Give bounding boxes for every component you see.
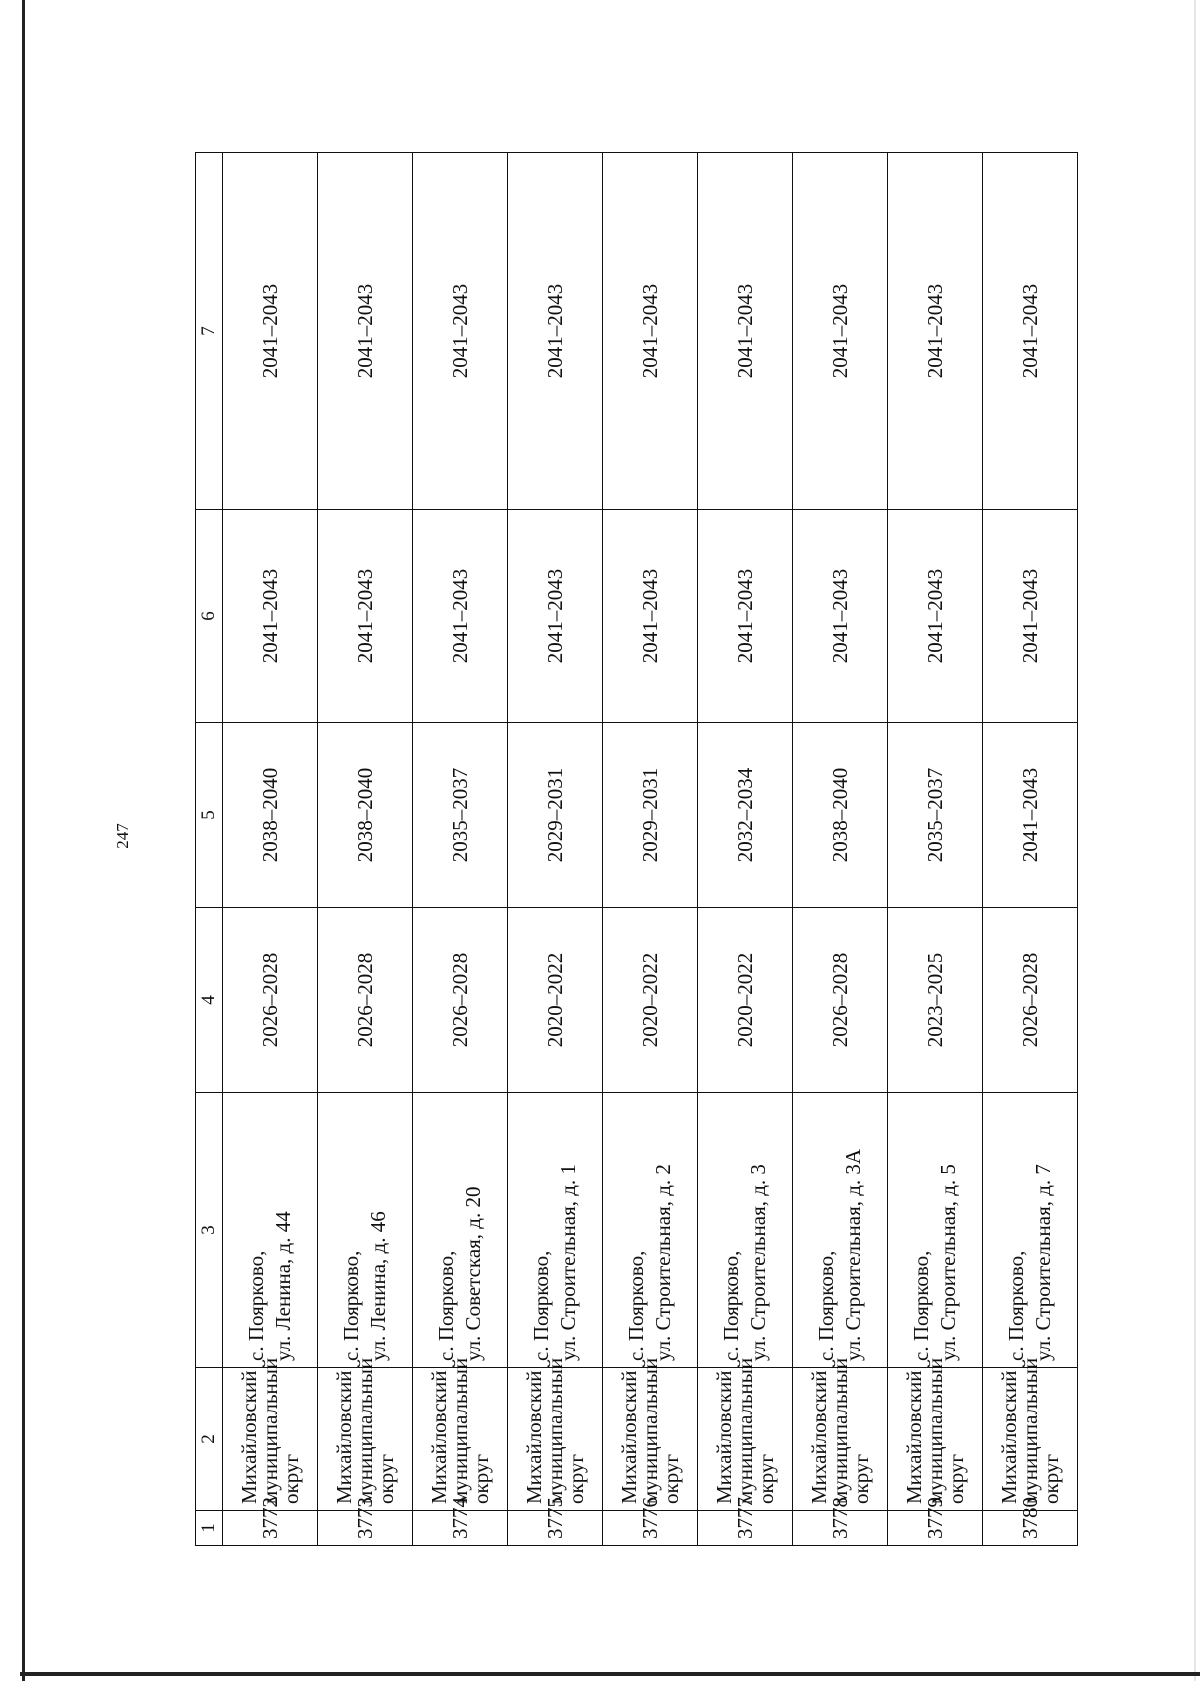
address-line: ул. Строительная, д. 7 (1031, 1164, 1055, 1361)
period-cell-c7: 2041–2043 (603, 153, 698, 510)
table-row (698, 153, 793, 1546)
row-number-cell: 3779 (888, 1511, 983, 1546)
period-cell-c5: 2029–2031 (603, 723, 698, 908)
header-cell: 3 (196, 1093, 223, 1368)
period-cell-c4: 2026–2028 (223, 908, 318, 1093)
header-row (196, 153, 223, 1546)
period-cell-c5: 2038–2040 (223, 723, 318, 908)
row-number-cell: 3774 (413, 1511, 508, 1546)
district-line: Михайловский (521, 1370, 546, 1504)
district-cell (603, 1357, 698, 1511)
district-line: муниципальный (542, 1357, 567, 1504)
period-cell-c7: 2041–2043 (318, 153, 413, 510)
district-line: Михайловский (901, 1370, 926, 1504)
address-line: ул. Строительная, д. 3 (746, 1164, 770, 1361)
period-cell-c6: 2041–2043 (698, 510, 793, 723)
page-number: 247 (113, 823, 132, 849)
address-cell (508, 1093, 603, 1368)
period-cell-c4: 2023–2025 (888, 908, 983, 1093)
district-line: округ (753, 1453, 778, 1504)
district-cell (223, 1357, 318, 1511)
scan-right-edge (1194, 0, 1196, 1681)
row-number-cell: 3773 (318, 1511, 413, 1546)
address-line: с. Поярково, (624, 1250, 648, 1361)
period-cell-c5: 2041–2043 (983, 723, 1078, 908)
district-line: округ (373, 1453, 398, 1504)
period-cell-c7: 2041–2043 (508, 153, 603, 510)
address-line: ул. Строительная, д. 3А (841, 1148, 865, 1361)
district-cell (793, 1357, 888, 1511)
period-cell-c4: 2026–2028 (413, 908, 508, 1093)
district-line: округ (563, 1453, 588, 1504)
district-cell (318, 1357, 413, 1511)
period-cell-c7: 2041–2043 (793, 153, 888, 510)
address-line: с. Поярково, (814, 1250, 838, 1361)
period-cell-c7: 2041–2043 (223, 153, 318, 510)
address-cell (603, 1093, 698, 1368)
row-number-cell: 3780 (983, 1511, 1078, 1546)
address-cell (223, 1093, 318, 1368)
table-row (508, 153, 603, 1546)
address-line: с. Поярково, (909, 1250, 933, 1361)
table-row (793, 153, 888, 1546)
period-cell-c6: 2041–2043 (223, 510, 318, 723)
period-cell-c5: 2035–2037 (888, 723, 983, 908)
district-cell (508, 1357, 603, 1511)
period-cell-c7: 2041–2043 (888, 153, 983, 510)
period-cell-c7: 2041–2043 (698, 153, 793, 510)
period-cell-c6: 2041–2043 (793, 510, 888, 723)
address-line: с. Поярково, (339, 1250, 363, 1361)
address-line: с. Поярково, (719, 1250, 743, 1361)
district-line: Михайловский (806, 1370, 831, 1504)
schedule-table (195, 152, 1078, 1546)
district-line: муниципальный (637, 1357, 662, 1504)
table-row (318, 153, 413, 1546)
row-number-cell: 3772 (223, 1511, 318, 1546)
address-cell (888, 1093, 983, 1368)
address-line: с. Поярково, (529, 1250, 553, 1361)
period-cell-c4: 2026–2028 (318, 908, 413, 1093)
address-line: с. Поярково, (244, 1250, 268, 1361)
district-line: муниципальный (1017, 1357, 1042, 1504)
scan-left-edge (22, 0, 25, 1681)
period-cell-c5: 2029–2031 (508, 723, 603, 908)
address-line: ул. Советская, д. 20 (461, 1186, 485, 1361)
district-line: муниципальный (447, 1357, 472, 1504)
period-cell-c5: 2038–2040 (318, 723, 413, 908)
header-cell: 1 (196, 1511, 223, 1546)
period-cell-c5: 2038–2040 (793, 723, 888, 908)
district-line: муниципальный (922, 1357, 947, 1504)
address-cell (318, 1093, 413, 1368)
period-cell-c6: 2041–2043 (318, 510, 413, 723)
table-row (888, 153, 983, 1546)
header-cell: 5 (196, 723, 223, 908)
period-cell-c5: 2035–2037 (413, 723, 508, 908)
district-line: округ (848, 1453, 873, 1504)
district-line: муниципальный (827, 1357, 852, 1504)
row-number-cell: 3778 (793, 1511, 888, 1546)
row-number-cell: 3777 (698, 1511, 793, 1546)
address-line: ул. Строительная, д. 5 (936, 1164, 960, 1361)
district-line: Михайловский (426, 1370, 451, 1504)
table-row (223, 153, 318, 1546)
address-line: с. Поярково, (434, 1250, 458, 1361)
period-cell-c6: 2041–2043 (888, 510, 983, 723)
district-line: Михайловский (711, 1370, 736, 1504)
district-line: округ (658, 1453, 683, 1504)
address-line: ул. Строительная, д. 1 (556, 1164, 580, 1361)
header-cell: 2 (196, 1368, 223, 1511)
period-cell-c7: 2041–2043 (413, 153, 508, 510)
address-line: ул. Строительная, д. 2 (651, 1164, 675, 1361)
district-line: Михайловский (331, 1370, 356, 1504)
period-cell-c4: 2020–2022 (698, 908, 793, 1093)
period-cell-c4: 2026–2028 (983, 908, 1078, 1093)
district-cell (888, 1357, 983, 1511)
address-cell (698, 1093, 793, 1368)
period-cell-c4: 2020–2022 (508, 908, 603, 1093)
address-cell (413, 1093, 508, 1368)
table-body (223, 153, 1078, 1546)
address-line: ул. Ленина, д. 44 (271, 1211, 295, 1361)
header-cell: 4 (196, 908, 223, 1093)
address-line: с. Поярково, (1004, 1250, 1028, 1361)
district-line: муниципальный (352, 1357, 377, 1504)
table-row (983, 153, 1078, 1546)
header-cell: 7 (196, 153, 223, 510)
district-line: округ (943, 1453, 968, 1504)
period-cell-c5: 2032–2034 (698, 723, 793, 908)
period-cell-c7: 2041–2043 (983, 153, 1078, 510)
period-cell-c4: 2026–2028 (793, 908, 888, 1093)
district-line: Михайловский (616, 1370, 641, 1504)
period-cell-c6: 2041–2043 (413, 510, 508, 723)
period-cell-c6: 2041–2043 (603, 510, 698, 723)
district-cell (983, 1357, 1078, 1511)
district-line: округ (278, 1453, 303, 1504)
district-line: Михайловский (996, 1370, 1021, 1504)
row-number-cell: 3775 (508, 1511, 603, 1546)
district-cell (413, 1357, 508, 1511)
period-cell-c4: 2020–2022 (603, 908, 698, 1093)
table-row (603, 153, 698, 1546)
address-cell (793, 1093, 888, 1368)
address-line: ул. Ленина, д. 46 (366, 1211, 390, 1361)
address-cell (983, 1093, 1078, 1368)
district-line: муниципальный (257, 1357, 282, 1504)
scan-bottom-edge (20, 1672, 1200, 1676)
district-cell (698, 1357, 793, 1511)
table-row (413, 153, 508, 1546)
district-line: Михайловский (236, 1370, 261, 1504)
rotated-table-container (195, 153, 1078, 1546)
row-number-cell: 3776 (603, 1511, 698, 1546)
district-line: округ (1038, 1453, 1063, 1504)
period-cell-c6: 2041–2043 (508, 510, 603, 723)
header-cell: 6 (196, 510, 223, 723)
district-line: округ (468, 1453, 493, 1504)
district-line: муниципальный (732, 1357, 757, 1504)
period-cell-c6: 2041–2043 (983, 510, 1078, 723)
